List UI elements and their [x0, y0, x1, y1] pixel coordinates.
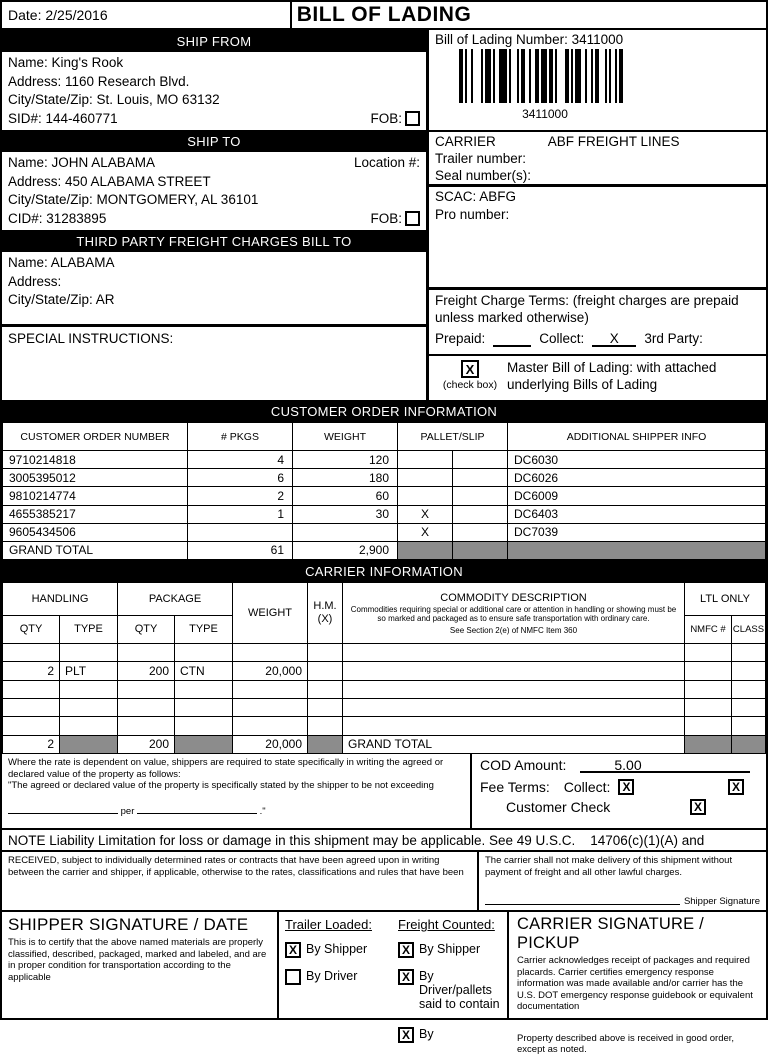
trailer-by-driver-label: By Driver	[306, 969, 358, 983]
pkgs-cell: 6	[188, 469, 293, 487]
declared-value-suffix: ."	[259, 805, 266, 817]
prepaid-label: Prepaid:	[435, 331, 486, 346]
order-number-cell: 3005395012	[3, 469, 188, 487]
shaded-cell	[508, 541, 766, 559]
package-type-cell	[175, 680, 233, 698]
shipper-signature-label: Shipper Signature	[683, 895, 760, 907]
carrier-grand-total-label: GRAND TOTAL	[343, 735, 685, 753]
handling-type-cell: PLT	[60, 662, 118, 680]
collect-label: Collect:	[539, 331, 585, 346]
ship-from-name: Name: King's Rook	[8, 55, 124, 70]
weight-cell: 180	[293, 469, 398, 487]
carrier-label: CARRIER	[435, 134, 496, 149]
class-cell	[732, 680, 766, 698]
ship-to-fob-label: FOB:	[370, 210, 402, 226]
fee-collect-label: Collect:	[563, 779, 611, 795]
ship-from-fob-label: FOB:	[370, 110, 402, 126]
pallet-cell[interactable]	[398, 469, 453, 487]
freight-terms-section	[429, 287, 766, 354]
ship-to-name: Name: JOHN ALABAMA	[8, 155, 156, 170]
liability-note: NOTE Liability Limitation for loss or damage in this shipment may be applicable. See 49 U.S.C. 14706(c)(1)(A) and	[2, 828, 766, 850]
shipper-signature-line[interactable]	[485, 904, 680, 905]
handling-qty-cell	[3, 644, 60, 662]
ship-from-address: Address: 1160 Research Blvd.	[8, 73, 190, 89]
pallet-cell[interactable]	[398, 451, 453, 469]
package-type-cell: CTN	[175, 662, 233, 680]
hm-line1: H.M.	[313, 600, 337, 613]
ship-from-city: City/State/Zip: St. Louis, MO 63132	[8, 92, 220, 107]
signature-row	[2, 910, 766, 1055]
shaded-cell	[453, 541, 508, 559]
ship-from-header: SHIP FROM	[2, 30, 426, 52]
shaded-cell	[308, 735, 343, 753]
hm-cell[interactable]	[308, 699, 343, 717]
carrier-row	[3, 680, 766, 698]
right-column	[426, 30, 766, 400]
col-hm	[308, 583, 343, 644]
per-label: per	[120, 805, 135, 817]
fee-terms-label: Fee Terms:	[480, 779, 550, 795]
class-cell	[732, 699, 766, 717]
handling-type-cell	[60, 699, 118, 717]
order-row	[3, 505, 766, 523]
description-cell	[343, 680, 685, 698]
barcode-image	[445, 49, 645, 106]
carrier-info-section-header: CARRIER INFORMATION	[2, 560, 766, 582]
weight-cell: 120	[293, 451, 398, 469]
slip-cell[interactable]	[453, 451, 508, 469]
scac-line: SCAC: ABFG	[435, 189, 517, 204]
col-package-qty: QTY	[118, 615, 175, 644]
date-field: Date: 2/25/2016	[2, 2, 292, 28]
col-package-type: TYPE	[175, 615, 233, 644]
shaded-cell	[398, 541, 453, 559]
carrier-row	[3, 644, 766, 662]
bol-number-section	[429, 30, 766, 130]
pkgs-cell: 2	[188, 487, 293, 505]
loading-section	[279, 912, 509, 1042]
hm-line2: (X)	[317, 613, 333, 626]
handling-type-cell	[60, 644, 118, 662]
description-cell	[343, 699, 685, 717]
commodity-note: Commodities requiring special or additional care or attention in handling or showing must be so marked and packaged as to ensure safe transportation with ordinary care.	[350, 604, 677, 623]
weight-cell	[233, 699, 308, 717]
shipper-info-cell: DC6026	[508, 469, 766, 487]
cod-section	[472, 754, 766, 828]
shipper-info-cell: DC7039	[508, 523, 766, 541]
order-row	[3, 451, 766, 469]
description-cell	[343, 644, 685, 662]
grand-total-carrier-weight: 20,000	[233, 735, 308, 753]
col-nmfc: NMFC #	[685, 615, 732, 644]
carrier-section	[429, 130, 766, 184]
shaded-cell	[175, 735, 233, 753]
declared-value-blank-1[interactable]	[8, 804, 118, 814]
third-party-terms-label: 3rd Party:	[644, 331, 703, 346]
handling-type-cell	[60, 680, 118, 698]
package-qty-cell	[118, 680, 175, 698]
grand-total-weight: 2,900	[293, 541, 398, 559]
shipper-signature-title: SHIPPER SIGNATURE / DATE	[8, 915, 249, 934]
carrier-delivery-terms	[479, 852, 766, 910]
declared-value-section	[2, 754, 472, 828]
form-header	[2, 2, 766, 30]
barcode-number: 3411000	[522, 107, 568, 121]
trailer-loaded-column	[285, 917, 388, 1013]
order-number-cell: 4655385217	[3, 505, 188, 523]
main-top-section	[2, 30, 766, 400]
seal-number-label: Seal number(s):	[435, 168, 532, 183]
package-qty-cell: 200	[118, 662, 175, 680]
freight-by-shipper-label: By Shipper	[419, 942, 481, 956]
freight-by-driver-label: By Driver/pallets said to contain	[419, 969, 500, 1011]
col-customer-order-number: CUSTOMER ORDER NUMBER	[3, 423, 188, 451]
col-commodity-description	[343, 583, 685, 644]
carrier-signature-title: CARRIER SIGNATURE / PICKUP	[517, 915, 704, 952]
col-pkgs: # PKGS	[188, 423, 293, 451]
received-row	[2, 850, 766, 910]
cod-amount-value[interactable]: 5.00	[580, 757, 750, 773]
shipper-signature-section	[2, 912, 279, 1018]
carrier-name: ABF FREIGHT LINES	[547, 134, 680, 149]
shaded-cell	[60, 735, 118, 753]
description-cell	[343, 662, 685, 680]
carrier-acknowledgement-text: Carrier acknowledges receipt of packages and required placards. Carrier certifies emergency response information was made available and/or carrier has the U.S. DOT emergency response guidebook or equivalent documentation	[517, 955, 753, 1012]
prepaid-blank[interactable]	[493, 331, 531, 347]
package-qty-cell	[118, 644, 175, 662]
carrier-signature-section	[509, 912, 766, 1055]
carrier-delivery-text: The carrier shall not make delivery of this shipment without payment of freight and all other lawful charges.	[485, 855, 733, 878]
package-type-cell	[175, 699, 233, 717]
order-number-cell: 9605434506	[3, 523, 188, 541]
weight-cell: 30	[293, 505, 398, 523]
hm-cell[interactable]	[308, 717, 343, 735]
class-cell	[732, 644, 766, 662]
ship-to-header: SHIP TO	[2, 130, 426, 152]
freight-counted-column	[398, 917, 501, 1042]
col-carrier-weight: WEIGHT	[233, 583, 308, 644]
master-bol-checkbox[interactable]: X	[461, 360, 479, 378]
shipper-info-cell: DC6403	[508, 505, 766, 523]
slip-cell[interactable]	[453, 505, 508, 523]
value-cod-row	[2, 754, 766, 828]
third-party-section	[2, 252, 426, 324]
third-party-header: THIRD PARTY FREIGHT CHARGES BILL TO	[2, 230, 426, 252]
freight-by-label: By	[419, 1027, 434, 1041]
master-bol-section	[429, 354, 766, 400]
ship-to-section	[2, 152, 426, 230]
pallet-cell[interactable]: X	[398, 505, 453, 523]
pallet-cell[interactable]	[398, 487, 453, 505]
slip-cell[interactable]	[453, 523, 508, 541]
slip-cell[interactable]	[453, 469, 508, 487]
col-handling-type: TYPE	[60, 615, 118, 644]
handling-type-cell	[60, 717, 118, 735]
carrier-row	[3, 662, 766, 680]
col-handling: HANDLING	[3, 583, 118, 616]
ship-to-address: Address: 450 ALABAMA STREET	[8, 173, 211, 189]
carrier-info-table	[2, 582, 766, 754]
weight-cell: 20,000	[233, 662, 308, 680]
scac-section	[429, 184, 766, 287]
page-title: BILL OF LADING	[296, 3, 472, 26]
shipper-info-cell: DC6009	[508, 487, 766, 505]
pkgs-cell: 1	[188, 505, 293, 523]
ship-from-section	[2, 52, 426, 130]
commodity-ref: See Section 2(e) of NMFC Item 360	[449, 625, 578, 635]
col-weight: WEIGHT	[293, 423, 398, 451]
trailer-by-driver-checkbox[interactable]	[285, 969, 301, 985]
handling-qty-cell	[3, 717, 60, 735]
customer-check-checkbox[interactable]: X	[690, 799, 706, 815]
hm-cell[interactable]	[308, 680, 343, 698]
fee-right-checkbox[interactable]: X	[728, 779, 744, 795]
grand-total-package-qty: 200	[118, 735, 175, 753]
pkgs-cell: 4	[188, 451, 293, 469]
trailer-number-label: Trailer number:	[435, 151, 527, 166]
slip-cell[interactable]	[453, 487, 508, 505]
special-instructions-label: SPECIAL INSTRUCTIONS:	[8, 331, 174, 346]
grand-total-handling-qty: 2	[3, 735, 60, 753]
weight-cell: 60	[293, 487, 398, 505]
left-column	[2, 30, 426, 400]
pkgs-cell	[188, 523, 293, 541]
third-party-address: Address:	[8, 273, 62, 289]
order-grand-total-row	[3, 541, 766, 559]
nmfc-cell	[685, 680, 732, 698]
order-row	[3, 469, 766, 487]
nmfc-cell	[685, 644, 732, 662]
freight-by-checkbox[interactable]: X	[398, 1027, 414, 1043]
commodity-title: COMMODITY DESCRIPTION	[440, 591, 587, 604]
weight-cell	[293, 523, 398, 541]
order-number-cell: 9710214818	[3, 451, 188, 469]
customer-order-section-header: CUSTOMER ORDER INFORMATION	[2, 400, 766, 422]
description-cell	[343, 717, 685, 735]
handling-qty-cell: 2	[3, 662, 60, 680]
ship-to-city: City/State/Zip: MONTGOMERY, AL 36101	[8, 192, 259, 207]
cod-amount-label: COD Amount:	[480, 757, 567, 773]
third-party-city: City/State/Zip: AR	[8, 292, 115, 307]
carrier-grand-total-row	[3, 735, 766, 753]
weight-cell	[233, 644, 308, 662]
trailer-loaded-header: Trailer Loaded:	[285, 917, 372, 932]
ship-to-location-label: Location #:	[353, 155, 420, 170]
weight-cell	[233, 717, 308, 735]
bol-number-line: Bill of Lading Number: 3411000	[435, 32, 624, 47]
customer-order-header-row	[3, 423, 766, 451]
nmfc-cell	[685, 699, 732, 717]
package-qty-cell	[118, 699, 175, 717]
handling-qty-cell	[3, 699, 60, 717]
carrier-row	[3, 717, 766, 735]
freight-terms-title: Freight Charge Terms: (freight charges are prepaid unless marked otherwise)	[435, 293, 739, 325]
order-number-cell: 9810214774	[3, 487, 188, 505]
shipper-info-cell: DC6030	[508, 451, 766, 469]
ship-to-fob-checkbox[interactable]	[405, 211, 420, 226]
trailer-by-shipper-label: By Shipper	[306, 942, 368, 956]
declared-value-blank-2[interactable]	[137, 804, 257, 814]
declared-value-line1: Where the rate is dependent on value, shippers are required to state specifically in writing the agreed or declared value of the property as follows:	[8, 757, 444, 780]
fee-collect-checkbox[interactable]: X	[618, 779, 634, 795]
carrier-property-text: Property described above is received in good order, except as noted.	[517, 1032, 735, 1055]
collect-blank[interactable]: X	[592, 331, 636, 347]
declared-value-line2: "The agreed or declared value of the property is specifically stated by the shipper to be not exceeding	[8, 780, 434, 791]
nmfc-cell	[685, 717, 732, 735]
ship-from-fob-checkbox[interactable]	[405, 111, 420, 126]
order-row	[3, 487, 766, 505]
freight-by-driver-checkbox[interactable]: X	[398, 969, 414, 985]
grand-total-label: GRAND TOTAL	[3, 541, 188, 559]
weight-cell	[233, 680, 308, 698]
package-type-cell	[175, 644, 233, 662]
nmfc-cell	[685, 662, 732, 680]
col-pallet-slip: PALLET/SLIP	[398, 423, 508, 451]
shaded-cell	[732, 735, 766, 753]
col-class: CLASS	[732, 615, 766, 644]
col-ltl-only: LTL ONLY	[685, 583, 766, 616]
special-instructions-section	[2, 324, 426, 400]
carrier-header-row-1	[3, 583, 766, 616]
carrier-row	[3, 699, 766, 717]
class-cell	[732, 717, 766, 735]
pallet-cell[interactable]: X	[398, 523, 453, 541]
customer-order-table	[2, 422, 766, 560]
received-text: RECEIVED, subject to individually determined rates or contracts that have been agreed upon in writing between the carrier and shipper, if applicable, otherwise to the rates, classifications and rules that have been	[2, 852, 479, 910]
hm-cell[interactable]	[308, 662, 343, 680]
shipper-certification-text: This is to certify that the above named materials are properly classified, described, packaged, marked and labeled, and are in proper condition for transportation according to the applicable	[8, 937, 267, 983]
hm-cell[interactable]	[308, 644, 343, 662]
col-package: PACKAGE	[118, 583, 233, 616]
master-bol-text: Master Bill of Lading: with attached underlying Bills of Lading	[507, 360, 717, 392]
master-bol-caption: (check box)	[442, 379, 498, 391]
class-cell	[732, 662, 766, 680]
ship-from-sid: SID#: 144-460771	[8, 110, 118, 126]
trailer-by-shipper-checkbox[interactable]: X	[285, 942, 301, 958]
freight-by-shipper-checkbox[interactable]: X	[398, 942, 414, 958]
third-party-name: Name: ALABAMA	[8, 255, 115, 270]
shaded-cell	[685, 735, 732, 753]
order-row	[3, 523, 766, 541]
col-additional-shipper-info: ADDITIONAL SHIPPER INFO	[508, 423, 766, 451]
ship-to-cid: CID#: 31283895	[8, 210, 107, 226]
package-qty-cell	[118, 717, 175, 735]
customer-check-label: Customer Check	[506, 799, 611, 815]
handling-qty-cell	[3, 680, 60, 698]
pro-number-label: Pro number:	[435, 206, 510, 222]
freight-counted-header: Freight Counted:	[398, 917, 495, 932]
package-type-cell	[175, 717, 233, 735]
col-handling-qty: QTY	[3, 615, 60, 644]
grand-total-pkgs: 61	[188, 541, 293, 559]
